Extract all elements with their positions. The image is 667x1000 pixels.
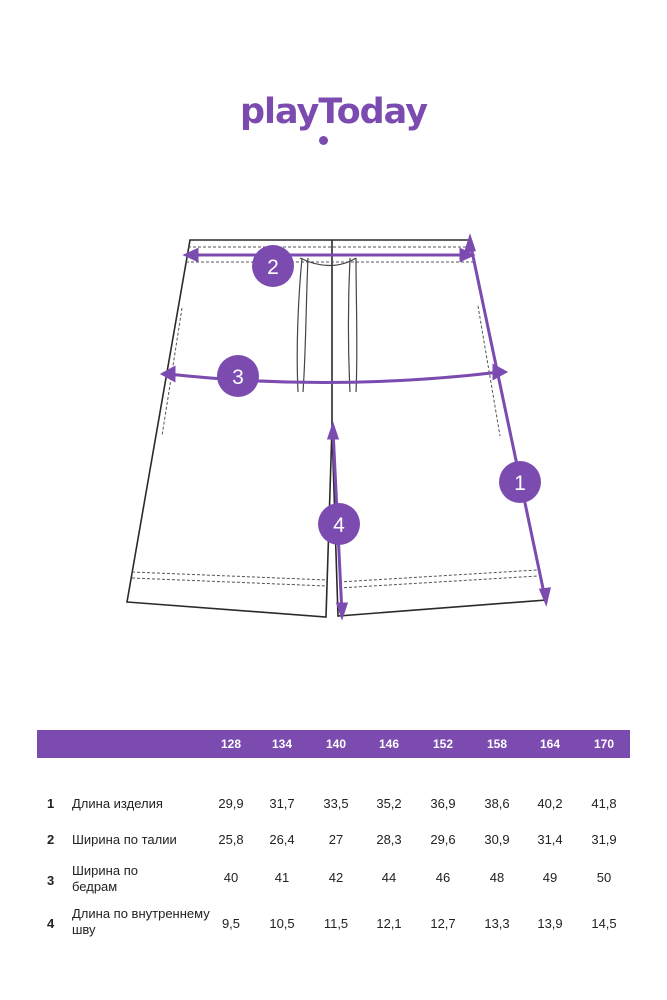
size-header: 128: [220, 737, 242, 751]
row-number: 2: [47, 832, 55, 847]
size-header-row: [37, 730, 630, 758]
row-number: 3: [47, 873, 55, 888]
cell-value: 26,4: [269, 832, 295, 847]
cell-value: 13,9: [537, 916, 563, 931]
cell-value: 30,9: [484, 832, 510, 847]
cell-value: 46: [435, 870, 451, 885]
cell-value: 10,5: [269, 916, 295, 931]
cell-value: 27: [328, 832, 344, 847]
cell-value: 48: [489, 870, 505, 885]
cell-value: 29,6: [430, 832, 456, 847]
cell-value: 41,8: [591, 796, 617, 811]
cell-value: 12,1: [376, 916, 402, 931]
brand-logo: playToday: [239, 92, 428, 132]
size-header: 134: [271, 737, 293, 751]
cell-value: 38,6: [484, 796, 510, 811]
size-header: 170: [593, 737, 615, 751]
cell-value: 44: [381, 870, 397, 885]
cell-value: 11,5: [323, 916, 349, 931]
cell-value: 40: [223, 870, 239, 885]
marker-hips: [217, 355, 259, 397]
marker-waist: [252, 245, 294, 287]
cell-value: 12,7: [430, 916, 456, 931]
svg-text:1: 1: [514, 472, 526, 495]
cell-value: 35,2: [376, 796, 402, 811]
row-number: 1: [47, 796, 55, 811]
cell-value: 28,3: [376, 832, 402, 847]
size-header: 146: [378, 737, 400, 751]
cell-value: 50: [596, 870, 612, 885]
row-number: 4: [47, 916, 55, 931]
row-name: Ширина по бедрам: [72, 863, 138, 894]
marker-inseam: [318, 503, 360, 545]
size-header: 158: [486, 737, 508, 751]
size-table: [37, 730, 630, 937]
cell-value: 31,9: [591, 832, 617, 847]
cell-value: 31,7: [269, 796, 295, 811]
row-name: Длина изделия: [72, 796, 163, 811]
cell-value: 49: [542, 870, 558, 885]
cell-value: 31,4: [537, 832, 563, 847]
cell-value: 29,9: [218, 796, 244, 811]
cell-value: 25,8: [218, 832, 244, 847]
cell-value: 13,3: [484, 916, 510, 931]
svg-text:2: 2: [267, 256, 279, 279]
svg-text:4: 4: [333, 514, 345, 537]
cell-value: 9,5: [221, 916, 241, 931]
marker-length: [499, 461, 541, 503]
size-header: 152: [432, 737, 454, 751]
svg-text:3: 3: [232, 366, 244, 389]
cell-value: 41: [274, 870, 290, 885]
cell-value: 40,2: [537, 796, 563, 811]
cell-value: 36,9: [430, 796, 456, 811]
size-header: 164: [539, 737, 561, 751]
cell-value: 42: [328, 870, 344, 885]
shorts-outline: [127, 240, 546, 617]
cell-value: 33,5: [323, 796, 349, 811]
row-name: Ширина по талии: [72, 832, 177, 847]
cell-value: 14,5: [591, 916, 617, 931]
row-name: Длина по внутреннему шву: [72, 906, 210, 937]
size-header: 140: [325, 737, 347, 751]
